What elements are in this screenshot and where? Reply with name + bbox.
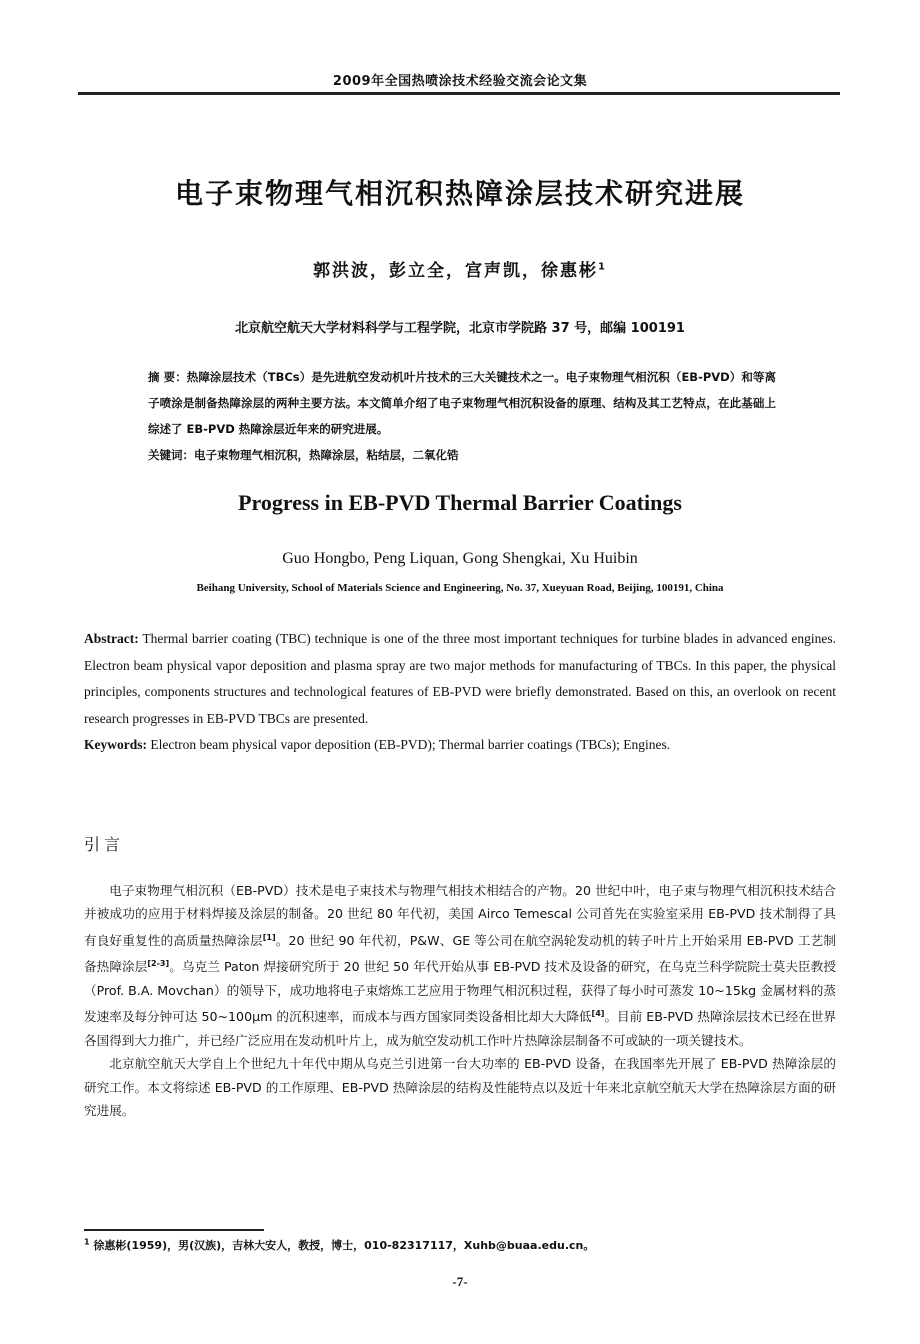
english-keywords-label: Keywords: — [84, 737, 147, 752]
footnote-rule — [84, 1229, 264, 1231]
english-title: Progress in EB-PVD Thermal Barrier Coatings — [238, 490, 682, 515]
chinese-abstract-text: 热障涂层技术（TBCs）是先进航空发动机叶片技术的三大关键技术之一。电子束物理气相沉积（EB-PVD）和等离子喷涂是制备热障涂层的两种主要方法。本文简单介绍了电子束物理气相沉积设备的原理、结构及其工艺特点，在此基础上综述了 EB-PVD 热障涂层近年来的研究进展。 — [148, 370, 776, 436]
para1-text-b: 。20 世纪 90 年代初，P&W、GE 等公司在航空涡轮发动机的转子叶片上开始采用 EB-PVD 工艺制备热障涂层 — [84, 933, 837, 975]
citation-ref: [1] — [262, 932, 276, 942]
footnote-mark: 1 — [84, 1237, 90, 1247]
footnote-text: 徐惠彬(1959)，男(汉族)，吉林大安人，教授，博士，010-82317117，Xuhb@buaa.edu.cn。 — [93, 1239, 595, 1252]
english-abstract-block — [84, 626, 836, 759]
chinese-keywords-text: 电子束物理气相沉积，热障涂层，粘结层，二氧化锆 — [194, 448, 459, 462]
intro-paragraph-2: 北京航空航天大学自上个世纪九十年代中期从乌克兰引进第一台大功率的 EB-PVD 设备，在我国率先开展了 EB-PVD 热障涂层的研究工作。本文将综述 EB-PVD 的工作原理、EB-PVD 热障涂层的结构及性能特点以及近十年来北京航空航天大学在热障涂层方面的研究进展。 — [84, 1056, 836, 1119]
chinese-keywords-label: 关键词： — [148, 448, 194, 462]
chinese-abstract-label: 摘 要： — [148, 370, 187, 384]
para1-text-c: 。乌克兰 Paton 焊接研究所于 20 世纪 50 年代开始从事 EB-PVD 技术及设备的研究，在乌克兰科学院院士莫夫臣教授（Prof. B.A. Movchan）的领导下，成功地将电子束熔炼工艺应用于物理气相沉积过程，获得了每小时可蒸发 10~15kg 金属材料的蒸发速率及每分钟可达 50~100μm 的沉积速率，而成本与西方国家同类设备相比却大大降低 — [84, 959, 837, 1025]
chinese-affiliation: 北京航空航天大学材料科学与工程学院，北京市学院路 37 号，邮编 100191 — [235, 321, 685, 336]
para1-text-a: 电子束物理气相沉积（EB-PVD）技术是电子束技术与物理气相技术相结合的产物。20 世纪中叶，电子束与物理气相沉积技术结合并被成功的应用于材料焊接及涂层的制备。20 世纪 80 年代初，美国 Airco Temescal 公司首先在实验室采用 EB-PVD 技术制得了具有良好重复性的高质量热障涂层 — [84, 883, 836, 948]
author-footnote-mark: 1 — [598, 261, 607, 273]
running-header: 2009年全国热喷涂技术经验交流会论文集 — [332, 74, 588, 89]
chinese-title: 电子束物理气相沉积热障涂层技术研究进展 — [174, 177, 745, 210]
english-abstract-text: Thermal barrier coating (TBC) technique is one of the three most important techniques for turbine blades in advanced engines. Electron beam physical vapor deposition and plasma spray are two major methods for manufacturing of TBCs. In this paper, the physical principles, components structures and technological features of EB-PVD were briefly demonstrated. Based on this, an overlook on recent research progresses in EB-PVD TBCs are presented. — [84, 631, 836, 726]
citation-ref: [4] — [591, 1009, 605, 1019]
intro-paragraph-1 — [84, 879, 836, 1052]
chinese-authors-text: 郭洪波，彭立全，宫声凯，徐惠彬 — [313, 261, 599, 281]
introduction-body — [84, 879, 836, 1123]
chinese-keywords — [148, 442, 776, 468]
english-keywords-text: Electron beam physical vapor deposition (EB-PVD); Thermal barrier coatings (TBCs); Engines. — [150, 737, 671, 752]
english-keywords — [84, 732, 836, 759]
chinese-abstract — [148, 364, 776, 442]
english-authors: Guo Hongbo, Peng Liquan, Gong Shengkai, Xu Huibin — [282, 550, 638, 567]
english-affiliation: Beihang University, School of Materials Science and Engineering, No. 37, Xueyuan Road, Beijing, 100191, China — [196, 582, 724, 594]
english-abstract-label: Abstract: — [84, 631, 139, 646]
english-abstract — [84, 626, 836, 732]
chinese-abstract-block — [148, 364, 776, 468]
chinese-authors — [0, 256, 920, 281]
citation-ref: [2-3] — [147, 959, 170, 969]
footnote — [84, 1237, 844, 1253]
page-number: -7- — [452, 1274, 468, 1289]
section-heading-introduction: 引言 — [84, 835, 125, 854]
header-rule — [78, 92, 840, 95]
para1-text-d: 。目前 EB-PVD 热障涂层技术已经在世界各国得到大力推广，并已经广泛应用在发动机叶片上，成为航空发动机工作叶片热障涂层制备不可或缺的一项关键技术。 — [84, 1009, 837, 1048]
